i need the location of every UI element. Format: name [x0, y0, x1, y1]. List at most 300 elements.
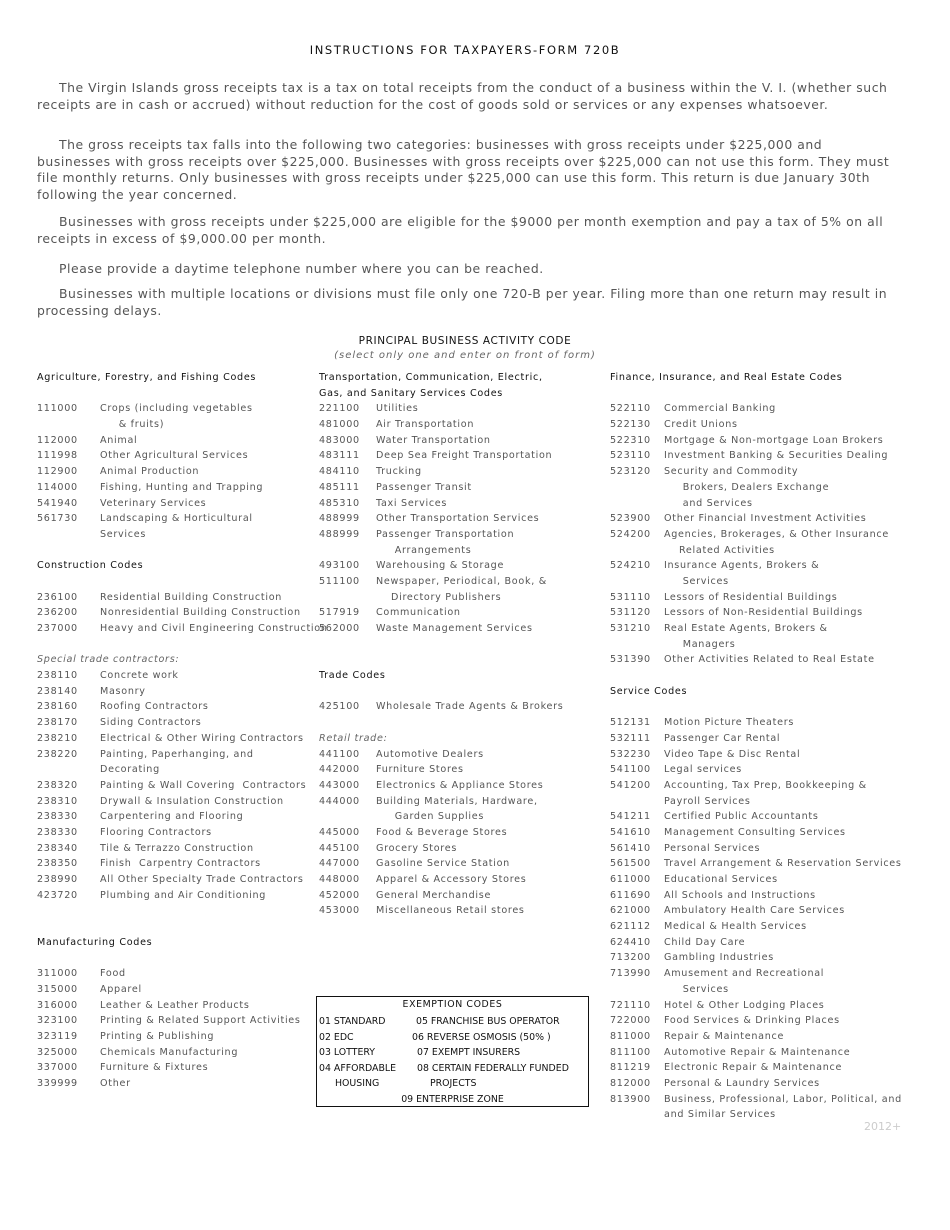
code-row [319, 480, 604, 496]
activity-label: Tile & Terrazzo Construction [100, 842, 254, 854]
code-row [610, 841, 900, 857]
activity-label: Automotive Repair & Maintenance [664, 1046, 851, 1058]
activity-code: 811100 [610, 1046, 651, 1058]
activity-label: Management Consulting Services [664, 826, 846, 838]
activity-label: Real Estate Agents, Brokers & [664, 623, 828, 634]
spacer [37, 543, 317, 559]
code-row [37, 448, 317, 464]
activity-label: Other Activities Related to Real Estate [664, 654, 875, 666]
activity-code: 624410 [610, 936, 651, 948]
activity-label: Deep Sea Freight Transportation [376, 450, 553, 462]
code-row [319, 621, 604, 637]
activity-label: Repair & Maintenance [664, 1030, 785, 1042]
activity-code: 323100 [37, 1015, 78, 1027]
activity-label: Gambling Industries [664, 952, 774, 964]
activity-code: 447000 [319, 858, 360, 870]
activity-label: Services [664, 575, 729, 587]
code-row [37, 621, 328, 637]
activity-label: Accounting, Tax Prep, Bookkeeping & [664, 779, 867, 791]
activity-label: Directory Publishers [376, 591, 502, 603]
code-row [610, 637, 900, 653]
code-row [37, 731, 317, 747]
paragraph-telephone: Please provide a daytime telephone number where you can be reached. [59, 261, 544, 276]
activity-code: 541940 [37, 497, 78, 509]
activity-label: Animal Production [100, 466, 200, 478]
activity-code: 483111 [319, 450, 360, 462]
codes-column-1 [37, 370, 328, 1092]
activity-code: 238220 [37, 748, 78, 760]
spacer [319, 684, 604, 700]
code-row [37, 1076, 317, 1092]
activity-code: 721110 [610, 999, 651, 1011]
exemption-code: 01 STANDARD [319, 1016, 386, 1027]
section-heading: Transportation, Communication, Electric, [319, 372, 543, 383]
code-row [37, 747, 317, 763]
activity-label: Investment Banking & Securities Dealing [664, 450, 889, 462]
activity-label: Lessors of Non-Residential Buildings [664, 607, 863, 619]
activity-label: Taxi Services [376, 497, 448, 509]
activity-label: Warehousing & Storage [376, 560, 505, 572]
year-watermark: 2012+ [864, 1120, 902, 1133]
exemption-row [317, 1076, 588, 1092]
code-row [610, 731, 900, 747]
section-heading: Manufacturing Codes [37, 936, 153, 948]
code-row [610, 1060, 900, 1076]
code-row [610, 715, 900, 731]
activity-label: Other Agricultural Services [100, 450, 249, 462]
activity-code-title: PRINCIPAL BUSINESS ACTIVITY CODE [358, 335, 572, 347]
activity-code: 443000 [319, 779, 360, 791]
activity-code: 323119 [37, 1030, 78, 1042]
spacer [37, 903, 317, 919]
activity-label: Building Materials, Hardware, [376, 795, 538, 807]
code-row [610, 794, 900, 810]
paragraph-multiple-locations: Businesses with multiple locations or divisions must file only one 720-B per year. Filing more than one return may result in processing delays. [37, 286, 888, 318]
activity-label: Crops (including vegetables [100, 403, 253, 415]
activity-code: 531210 [610, 623, 651, 634]
activity-label: Other Transportation Services [376, 513, 540, 525]
activity-code: 531110 [610, 591, 651, 603]
exemption-code: 03 LOTTERY [319, 1047, 376, 1058]
activity-code: 621000 [610, 905, 651, 917]
activity-label: Security and Commodity [664, 466, 799, 478]
code-row [610, 809, 900, 825]
activity-code: 522130 [610, 419, 651, 431]
code-row [610, 1029, 900, 1045]
subsection-heading: Special trade contractors: [37, 654, 180, 666]
activity-label: Furniture Stores [376, 764, 464, 776]
exemption-code: 02 EDC [319, 1031, 354, 1043]
code-row [319, 778, 604, 794]
activity-label: Food & Beverage Stores [376, 826, 508, 838]
code-row [610, 1045, 900, 1061]
section-heading: Agriculture, Forestry, and Fishing Codes [37, 372, 257, 383]
activity-label: Siding Contractors [100, 717, 202, 729]
activity-code: 481000 [319, 419, 360, 431]
code-row [610, 903, 900, 919]
spacer [37, 950, 317, 966]
exemption-code: 05 FRANCHISE BUS OPERATOR [416, 1016, 560, 1027]
code-row [37, 699, 317, 715]
spacer [37, 574, 317, 590]
activity-label: Apparel & Accessory Stores [376, 874, 527, 885]
activity-label: Roofing Contractors [100, 701, 209, 713]
activity-label: Painting & Wall Covering Contractors [100, 779, 307, 791]
activity-label: and Similar Services [664, 1109, 776, 1121]
activity-code: 442000 [319, 764, 360, 776]
activity-label: Decorating [100, 764, 160, 776]
activity-label: Nonresidential Building Construction [100, 607, 301, 619]
subsection-heading: Retail trade: [319, 732, 388, 744]
activity-label: Food [100, 968, 126, 980]
code-row [37, 1013, 317, 1029]
form-title: INSTRUCTIONS FOR TAXPAYERS-FORM 720B [309, 43, 621, 57]
activity-label: Brokers, Dealers Exchange [664, 481, 830, 493]
activity-code: 238170 [37, 717, 78, 729]
activity-label: Child Day Care [664, 936, 746, 948]
code-row [319, 590, 604, 606]
activity-label: Flooring Contractors [100, 826, 212, 838]
code-row [610, 511, 900, 527]
code-row [610, 762, 900, 778]
activity-label: Apparel [100, 983, 142, 995]
activity-label: Water Transportation [376, 434, 491, 446]
activity-code: 114000 [37, 481, 78, 493]
activity-label: Services [100, 528, 147, 540]
code-row [610, 747, 900, 763]
activity-label: Leather & Leather Products [100, 999, 250, 1011]
activity-code: 339999 [37, 1077, 78, 1089]
code-row [37, 1045, 317, 1061]
activity-code: 238310 [37, 795, 78, 807]
codes-column-2 [319, 370, 604, 919]
activity-label: Plumbing and Air Conditioning [100, 889, 267, 901]
activity-label: Services [664, 983, 729, 995]
exemption-row [317, 1045, 588, 1061]
spacer [319, 652, 604, 668]
exemption-row [317, 1092, 588, 1108]
activity-code: 722000 [610, 1015, 651, 1027]
code-row [319, 903, 604, 919]
code-row [610, 825, 900, 841]
code-row [610, 543, 900, 559]
activity-label: Mortgage & Non-mortgage Loan Brokers [664, 434, 884, 446]
activity-label: Business, Professional, Labor, Political, and [664, 1093, 902, 1105]
activity-code: 316000 [37, 999, 78, 1011]
code-row [610, 872, 900, 888]
activity-code: 238340 [37, 842, 78, 854]
activity-code: 611000 [610, 874, 651, 885]
activity-code: 453000 [319, 905, 360, 917]
activity-label: Veterinary Services [100, 497, 207, 509]
activity-code: 236100 [37, 591, 78, 603]
exemption-codes-title: EXEMPTION CODES [402, 999, 503, 1010]
activity-code: 541200 [610, 779, 651, 791]
activity-code: 444000 [319, 795, 360, 807]
activity-code: 523120 [610, 466, 651, 478]
code-row [610, 966, 900, 982]
code-row [319, 417, 604, 433]
activity-label: Related Activities [664, 544, 775, 556]
code-row [319, 543, 604, 559]
code-row [610, 558, 900, 574]
activity-label: Grocery Stores [376, 842, 458, 854]
activity-code-subtitle: (select only one and enter on front of form) [334, 350, 596, 361]
code-row [37, 778, 317, 794]
activity-code: 561410 [610, 842, 651, 854]
activity-label: Painting, Paperhanging, and [100, 748, 254, 760]
activity-code: 541100 [610, 764, 651, 776]
activity-label: Video Tape & Disc Rental [664, 748, 801, 760]
exemption-row [317, 1061, 588, 1077]
activity-code: 452000 [319, 889, 360, 901]
activity-code: 337000 [37, 1062, 78, 1074]
code-row [319, 511, 604, 527]
paragraph-gross-receipts-definition: The Virgin Islands gross receipts tax is a tax on total receipts from the conduct of a business within the V. I. (whether such receipts are in cash or accrued) without reduction for the cost of goods sold or services or any expenses whatsoever. [37, 80, 888, 112]
code-row [37, 856, 317, 872]
activity-code: 238110 [37, 670, 78, 682]
activity-code: 488999 [319, 528, 360, 540]
activity-code: 532230 [610, 748, 651, 760]
code-row [37, 888, 317, 904]
code-row [319, 856, 604, 872]
code-row [319, 464, 604, 480]
exemption-row [317, 1014, 588, 1030]
code-row [37, 841, 317, 857]
activity-code: 517919 [319, 607, 360, 619]
activity-code: 445100 [319, 842, 360, 854]
activity-label: & fruits) [100, 419, 165, 431]
activity-code: 445000 [319, 826, 360, 838]
activity-code: 522310 [610, 434, 651, 446]
activity-label: Arrangements [376, 544, 472, 556]
activity-label: Electronics & Appliance Stores [376, 779, 544, 791]
section-heading: Construction Codes [37, 560, 144, 572]
activity-label: Animal [100, 434, 138, 446]
activity-label: Communication [376, 607, 461, 619]
activity-label: Utilities [376, 403, 419, 415]
activity-code: 531390 [610, 654, 651, 666]
code-row [37, 464, 317, 480]
activity-code: 488999 [319, 513, 360, 525]
activity-code: 315000 [37, 983, 78, 995]
activity-label: Other Financial Investment Activities [664, 513, 867, 525]
activity-code: 238990 [37, 874, 78, 885]
exemption-code: 06 REVERSE OSMOSIS (50% ) [412, 1031, 551, 1043]
activity-code: 238330 [37, 826, 78, 838]
activity-label: Printing & Publishing [100, 1030, 215, 1042]
spacer [37, 637, 317, 653]
activity-code: 236200 [37, 607, 78, 619]
code-row [610, 574, 900, 590]
code-row [319, 841, 604, 857]
activity-code: 493100 [319, 560, 360, 572]
code-row [610, 401, 900, 417]
code-row [37, 966, 317, 982]
code-row [319, 872, 604, 888]
activity-label: Gasoline Service Station [376, 858, 510, 870]
activity-label: Personal & Laundry Services [664, 1077, 820, 1089]
code-row [319, 747, 604, 763]
activity-label: Certified Public Accountants [664, 811, 819, 823]
code-row [610, 652, 900, 668]
activity-code: 561730 [37, 513, 78, 525]
activity-code: 713200 [610, 952, 651, 964]
code-row [610, 464, 900, 480]
activity-label: Other [100, 1077, 131, 1089]
activity-label: Fishing, Hunting and Trapping [100, 481, 264, 493]
activity-code: 522110 [610, 403, 651, 415]
code-row [319, 558, 604, 574]
code-row [319, 794, 604, 810]
paragraph-categories: The gross receipts tax falls into the following two categories: businesses with gross receipts under $225,000 and businesses with gross receipts over $225,000. Businesses with gross receipts over $225,000 can not use this form. They must file monthly returns. Only businesses with gross receipts under $225,000 can use this form. This return is due January 30th following the year concerned. [37, 137, 890, 202]
exemption-row [317, 1030, 588, 1046]
activity-code: 311000 [37, 968, 78, 980]
activity-label: Food Services & Drinking Places [664, 1015, 840, 1027]
activity-code: 238320 [37, 779, 78, 791]
code-row [319, 433, 604, 449]
code-row [319, 448, 604, 464]
spacer [610, 386, 900, 402]
code-row [610, 480, 900, 496]
activity-code: 425100 [319, 701, 360, 713]
activity-label: Passenger Transportation [376, 528, 515, 540]
code-row [610, 621, 900, 637]
activity-code: 812000 [610, 1077, 651, 1089]
activity-code: 238330 [37, 811, 78, 823]
code-row [319, 825, 604, 841]
exemption-code: PROJECTS [430, 1078, 477, 1089]
section-heading: Finance, Insurance, and Real Estate Codes [610, 372, 843, 383]
activity-code: 562000 [319, 623, 360, 634]
activity-code: 524210 [610, 560, 651, 572]
activity-label: Ambulatory Health Care Services [664, 905, 845, 917]
activity-label: Trucking [376, 466, 422, 478]
activity-code: 813900 [610, 1093, 651, 1105]
activity-code: 811219 [610, 1062, 651, 1074]
activity-label: Payroll Services [664, 795, 751, 807]
section-heading: Gas, and Sanitary Services Codes [319, 387, 503, 399]
activity-code: 485310 [319, 497, 360, 509]
activity-code: 238350 [37, 858, 78, 870]
activity-code: 238160 [37, 701, 78, 713]
code-row [610, 935, 900, 951]
exemption-codes-box [316, 996, 589, 1107]
activity-label: Garden Supplies [376, 811, 485, 823]
code-row [610, 433, 900, 449]
exemption-code: HOUSING [335, 1078, 380, 1089]
activity-label: All Other Specialty Trade Contractors [100, 874, 304, 885]
code-row [610, 605, 900, 621]
code-row [319, 574, 604, 590]
activity-label: All Schools and Instructions [664, 889, 816, 901]
exemption-code: 09 ENTERPRISE ZONE [401, 1093, 504, 1105]
code-row [37, 1029, 317, 1045]
code-row [37, 982, 317, 998]
activity-label: Chemicals Manufacturing [100, 1046, 239, 1058]
activity-code: 111998 [37, 450, 78, 462]
code-row [610, 1076, 900, 1092]
activity-label: Managers [664, 638, 736, 650]
code-row [610, 590, 900, 606]
activity-label: Masonry [100, 685, 146, 697]
code-row [319, 605, 604, 621]
code-row [37, 684, 317, 700]
activity-code: 531120 [610, 607, 651, 619]
activity-code: 423720 [37, 889, 78, 901]
spacer [319, 637, 604, 653]
activity-code: 448000 [319, 874, 360, 885]
code-row [37, 417, 317, 433]
activity-label: Finish Carpentry Contractors [100, 858, 261, 870]
codes-column-3 [610, 370, 900, 1123]
spacer [610, 699, 900, 715]
code-row [610, 1107, 900, 1123]
code-row [37, 527, 317, 543]
code-row [319, 809, 604, 825]
spacer [37, 919, 317, 935]
code-row [37, 825, 317, 841]
code-row [610, 856, 900, 872]
code-row [610, 950, 900, 966]
activity-code: 441100 [319, 748, 360, 760]
activity-label: Commercial Banking [664, 403, 776, 415]
code-row [319, 527, 604, 543]
code-row [37, 480, 317, 496]
activity-code: 523900 [610, 513, 651, 525]
activity-label: Passenger Car Rental [664, 732, 781, 744]
activity-label: Automotive Dealers [376, 748, 484, 760]
paragraph-exemption: Businesses with gross receipts under $225,000 are eligible for the $9000 per month exemption and pay a tax of 5% on all receipts in excess of $9,000.00 per month. [37, 214, 884, 246]
code-row [37, 668, 317, 684]
spacer [319, 715, 604, 731]
code-row [610, 919, 900, 935]
activity-code: 621112 [610, 921, 651, 933]
activity-code: 523110 [610, 450, 651, 462]
code-row [319, 699, 604, 715]
section-heading: Trade Codes [319, 670, 386, 682]
code-row [610, 998, 900, 1014]
activity-label: Motion Picture Theaters [664, 717, 795, 729]
activity-code: 238140 [37, 685, 78, 697]
code-row [37, 511, 317, 527]
activity-code: 524200 [610, 528, 651, 540]
activity-code: 541610 [610, 826, 651, 838]
code-row [37, 433, 317, 449]
code-row [37, 496, 317, 512]
activity-label: Legal services [664, 764, 742, 776]
activity-label: Heavy and Civil Engineering Construction [100, 623, 328, 634]
code-row [37, 590, 317, 606]
activity-label: Waste Management Services [376, 623, 533, 634]
section-heading: Service Codes [610, 685, 688, 697]
activity-code: 112900 [37, 466, 78, 478]
activity-label: General Merchandise [376, 889, 492, 901]
activity-code: 541211 [610, 811, 651, 823]
code-row [610, 496, 900, 512]
code-row [319, 762, 604, 778]
activity-label: Miscellaneous Retail stores [376, 905, 525, 917]
code-row [37, 762, 317, 778]
code-row [319, 401, 604, 417]
code-row [610, 448, 900, 464]
activity-code: 485111 [319, 481, 360, 493]
activity-code: 611690 [610, 889, 651, 901]
activity-code: 713990 [610, 968, 651, 980]
activity-code: 483000 [319, 434, 360, 446]
code-row [37, 872, 317, 888]
code-row [37, 605, 317, 621]
